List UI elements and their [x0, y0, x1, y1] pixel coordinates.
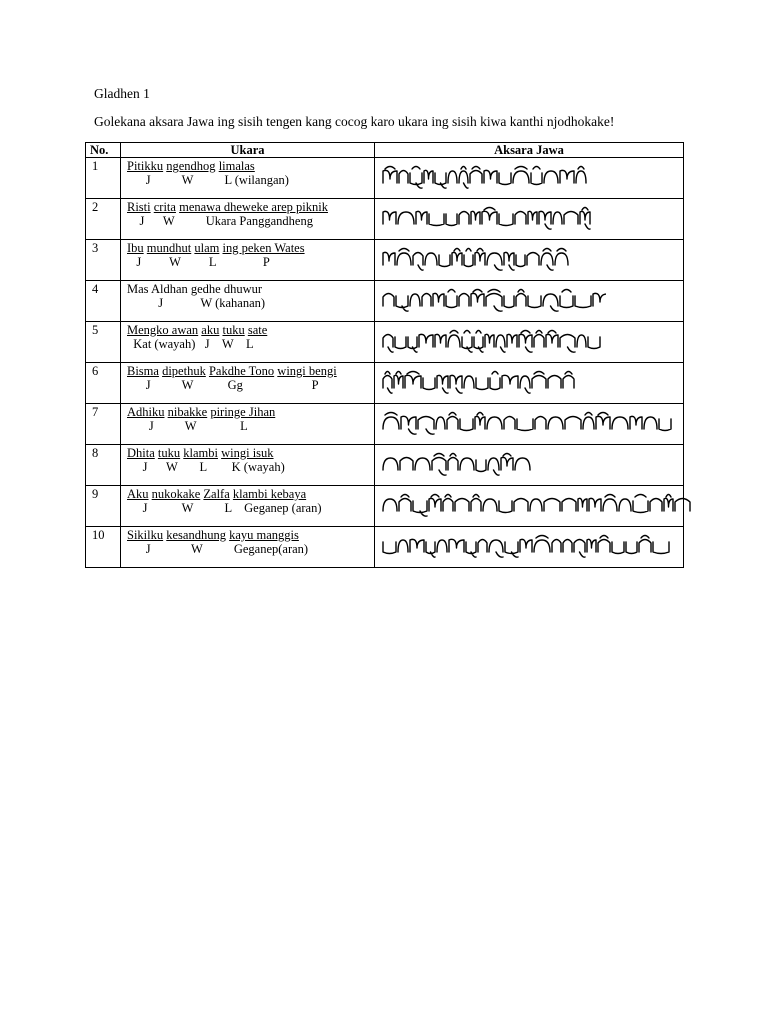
sentence-part: ulam	[194, 241, 220, 255]
javanese-script-drawing	[381, 532, 683, 560]
javanese-script-drawing	[381, 163, 591, 191]
ukara-cell	[121, 527, 375, 568]
table-header-row	[86, 143, 684, 158]
sentence-part: Risti	[127, 200, 151, 214]
script-stroke	[383, 372, 574, 394]
ukara-sentence	[127, 200, 374, 214]
sentence-roles: Kat (wayah) J W L	[127, 337, 254, 351]
sentence-part: ing peken Wates	[222, 241, 305, 255]
ukara-cell	[121, 240, 375, 281]
sentence-part: Dhita	[127, 446, 155, 460]
script-stroke	[383, 208, 590, 230]
row-number: 4	[86, 281, 121, 322]
row-number: 5	[86, 322, 121, 363]
sentence-part: Pitikku	[127, 159, 164, 173]
script-stroke	[383, 167, 586, 189]
javanese-script-drawing	[381, 327, 603, 355]
instruction-text: Golekana aksara Jawa ing sisih tengen kang cocog karo ukara ing sisih kiwa kanthi njodhokake!	[94, 114, 615, 129]
table-row	[86, 322, 684, 363]
script-stroke	[383, 249, 568, 271]
sentence-roles: J W L P	[127, 255, 270, 269]
table-row	[86, 240, 684, 281]
aksara-jawa-cell	[375, 322, 684, 363]
sentence-part: crita	[153, 200, 176, 214]
ukara-sentence	[127, 282, 374, 296]
sentence-part: klambi kebaya	[232, 487, 307, 501]
sentence-part: dipethuk	[162, 364, 206, 378]
aksara-jawa-cell	[375, 527, 684, 568]
sentence-part: Adhiku	[127, 405, 165, 419]
exercise-title: Gladhen 1	[94, 86, 150, 101]
sentence-roles: J W L Geganep (aran)	[127, 501, 322, 515]
sentence-part: Mengko awan	[127, 323, 199, 337]
sentence-roles: J W Geganep(aran)	[127, 542, 309, 556]
ukara-cell	[121, 322, 375, 363]
script-stroke	[383, 536, 669, 558]
javanese-script-drawing	[381, 450, 531, 478]
javanese-script-glyphs	[381, 450, 531, 478]
ukara-cell	[121, 158, 375, 199]
row-number: 6	[86, 363, 121, 404]
sentence-roles: J W Gg P	[127, 378, 319, 392]
sentence-part: wingi bengi	[277, 364, 337, 378]
table-row	[86, 486, 684, 527]
ukara-cell	[121, 445, 375, 486]
header-aksara-jawa: Aksara Jawa	[375, 143, 684, 158]
ukara-sentence	[127, 159, 374, 173]
javanese-script-drawing	[381, 491, 691, 519]
row-number: 3	[86, 240, 121, 281]
ukara-sentence	[127, 323, 374, 337]
row-number: 1	[86, 158, 121, 199]
ukara-sentence	[127, 487, 374, 501]
javanese-script-glyphs	[381, 286, 606, 314]
javanese-script-drawing	[381, 409, 681, 437]
aksara-jawa-cell	[375, 199, 684, 240]
sentence-part: nukokake	[151, 487, 201, 501]
aksara-jawa-cell	[375, 363, 684, 404]
sentence-part: aku	[201, 323, 220, 337]
javanese-script-drawing	[381, 204, 601, 232]
sentence-part: kayu manggis	[229, 528, 299, 542]
row-number: 2	[86, 199, 121, 240]
sentence-part: limalas	[218, 159, 255, 173]
script-stroke	[383, 413, 671, 435]
sentence-part: Aku	[127, 487, 149, 501]
sentence-part: Pakdhe Tono	[208, 364, 275, 378]
sentence-part: Ibu	[127, 241, 144, 255]
ukara-sentence	[127, 405, 374, 419]
script-stroke	[383, 331, 600, 353]
row-number: 9	[86, 486, 121, 527]
javanese-script-glyphs	[381, 409, 681, 437]
row-number: 8	[86, 445, 121, 486]
sentence-roles: J W L K (wayah)	[127, 460, 285, 474]
ukara-cell	[121, 281, 375, 322]
sentence-part: sate	[247, 323, 268, 337]
script-stroke	[383, 495, 690, 517]
ukara-sentence	[127, 446, 374, 460]
sentence-part: piringe Jihan	[210, 405, 276, 419]
sentence-part: kesandhung	[166, 528, 226, 542]
sentence-part: tuku	[222, 323, 245, 337]
table-row	[86, 281, 684, 322]
sentence-part: mundhut	[146, 241, 192, 255]
table-row	[86, 158, 684, 199]
ukara-sentence	[127, 528, 374, 542]
table-row	[86, 445, 684, 486]
sentence-part: Zalfa	[203, 487, 230, 501]
table-row	[86, 363, 684, 404]
javanese-script-drawing	[381, 245, 571, 273]
javanese-script-drawing	[381, 286, 606, 314]
javanese-script-glyphs	[381, 245, 571, 273]
ukara-sentence	[127, 364, 374, 378]
javanese-script-glyphs	[381, 327, 603, 355]
javanese-script-glyphs	[381, 163, 591, 191]
aksara-jawa-cell	[375, 240, 684, 281]
aksara-jawa-cell	[375, 445, 684, 486]
javanese-script-glyphs	[381, 368, 581, 396]
sentence-part: Bisma	[127, 364, 159, 378]
sentence-part: ngendhog	[166, 159, 216, 173]
script-stroke	[383, 290, 606, 312]
javanese-script-glyphs	[381, 491, 691, 519]
ukara-cell	[121, 486, 375, 527]
sentence-roles: J W (kahanan)	[127, 296, 266, 310]
ukara-cell	[121, 404, 375, 445]
header-ukara: Ukara	[121, 143, 375, 158]
script-stroke	[383, 454, 530, 476]
javanese-script-glyphs	[381, 204, 601, 232]
aksara-jawa-cell	[375, 404, 684, 445]
sentence-roles: J W Ukara Panggandheng	[127, 214, 313, 228]
table-row	[86, 527, 684, 568]
row-number: 7	[86, 404, 121, 445]
sentence-part: wingi isuk	[221, 446, 274, 460]
aksara-jawa-cell	[375, 158, 684, 199]
table-row	[86, 199, 684, 240]
word-space: Mas Aldhan gedhe dhuwur	[127, 282, 263, 296]
sentence-part: menawa dheweke arep piknik	[179, 200, 328, 214]
sentence-roles: J W L (wilangan)	[127, 173, 289, 187]
ukara-cell	[121, 363, 375, 404]
aksara-jawa-cell	[375, 281, 684, 322]
sentence-part: nibakke	[167, 405, 208, 419]
javanese-script-drawing	[381, 368, 581, 396]
aksara-jawa-cell	[375, 486, 684, 527]
ukara-cell	[121, 199, 375, 240]
row-number: 10	[86, 527, 121, 568]
ukara-sentence	[127, 241, 374, 255]
header-no: No.	[86, 143, 121, 158]
sentence-part: klambi	[183, 446, 218, 460]
javanese-script-glyphs	[381, 532, 683, 560]
matching-table	[85, 142, 684, 568]
sentence-roles: J W L	[127, 419, 248, 433]
sentence-part: tuku	[157, 446, 181, 460]
table-row	[86, 404, 684, 445]
sentence-part: Sikilku	[127, 528, 164, 542]
